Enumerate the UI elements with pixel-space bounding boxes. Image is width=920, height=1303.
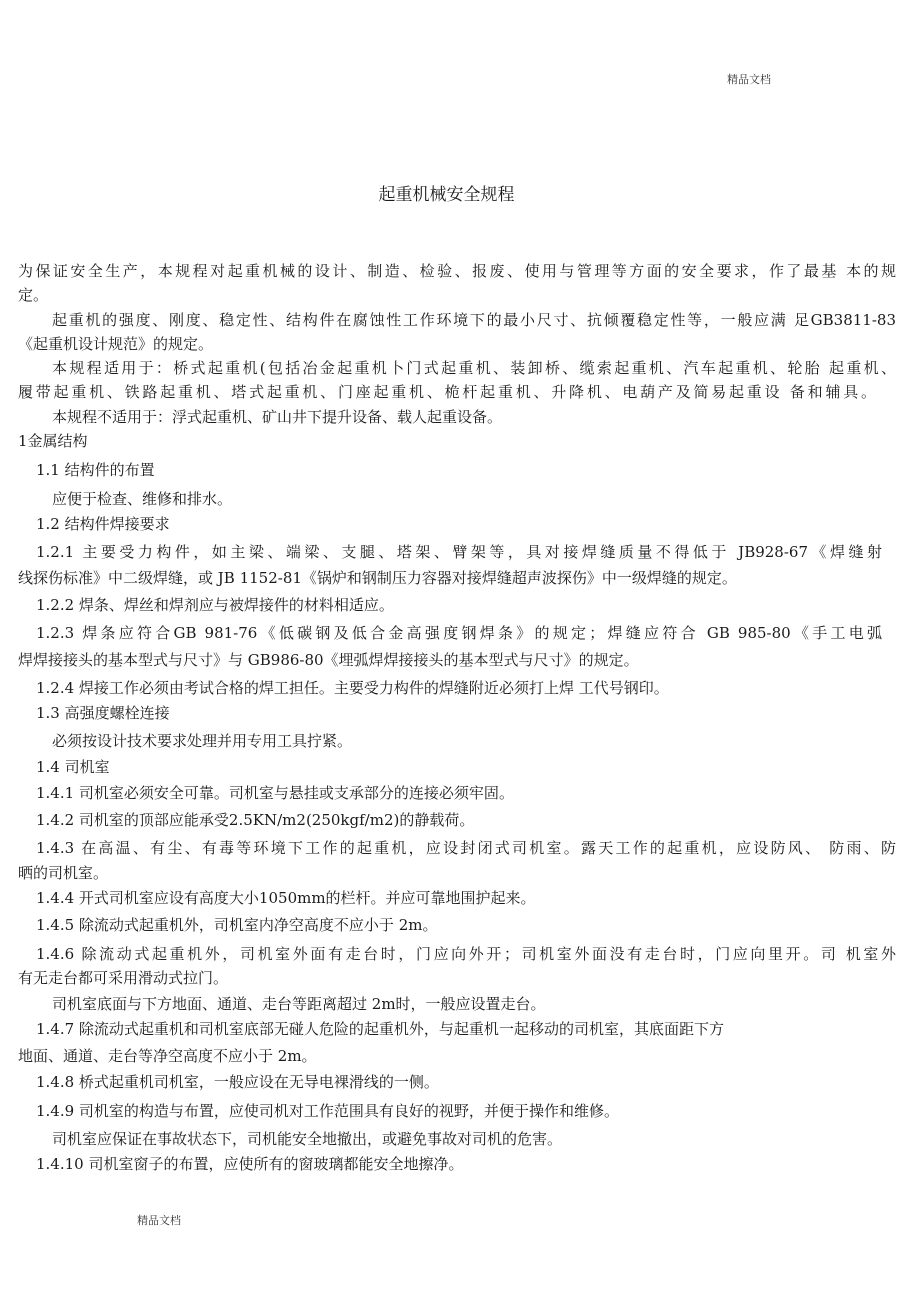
paragraph-line: 《起重机设计规范》的规定。 <box>18 335 214 353</box>
paragraph-line: 必须按设计技术要求处理并用专用工具拧紧。 <box>52 732 353 750</box>
paragraph-line: 应便于检查、维修和排水。 <box>52 490 233 508</box>
subsection-heading: 1.2 结构件焊接要求 <box>36 515 170 533</box>
paragraph-line: 起重机的强度、刚度、稳定性、结构件在腐蚀性工作环境下的最小尺寸、抗倾覆稳定性等，一般应满 足GB3811-83 <box>52 311 896 329</box>
clause-line: 晒的司机室。 <box>18 864 109 882</box>
clause-line: 1.4.6 除流动式起重机外，司机室外面有走台时，门应向外开；司机室外面没有走台时，门应向里开。司 机室外 <box>36 945 896 963</box>
clause-line: 1.4.3 在高温、有尘、有毒等环境下工作的起重机，应设封闭式司机室。露天工作的起重机，应设防风、 防雨、防 <box>36 839 896 857</box>
paragraph-line: 本规程适用于：桥式起重机(包括冶金起重机卜门式起重机、装卸桥、缆索起重机、汽车起重机、轮胎 起重机、 <box>52 359 896 377</box>
clause-line: 1.4.7 除流动式起重机和司机室底部无碰人危险的起重机外，与起重机一起移动的司机室，其底面距下方 <box>36 1020 724 1038</box>
page-header: 精品文档 <box>727 73 771 86</box>
clause-line: 线探伤标准》中二级焊缝，或 JB 1152-81《锅炉和钢制压力容器对接焊缝超声波探伤》中一级焊缝的规定。 <box>18 569 737 587</box>
clause-line: 1.4.9 司机室的构造与布置，应使司机对工作范围具有良好的视野，并便于操作和维修。 <box>36 1102 619 1120</box>
paragraph-line: 本规程不适用于：浮式起重机、矿山井下提升设备、载人起重设备。 <box>52 408 503 426</box>
clause-line: 1.2.3 焊条应符合GB 981-76《低碳钢及低合金高强度钢焊条》的规定；焊缝应符合 GB 985-80《手工电弧 <box>36 624 882 642</box>
clause-line: 1.2.4 焊接工作必须由考试合格的焊工担任。主要受力构件的焊缝附近必须打上焊 工代号钢印。 <box>36 679 669 697</box>
clause-line: 1.4.10 司机室窗子的布置，应使所有的窗玻璃都能安全地擦净。 <box>36 1155 464 1173</box>
document-title: 起重机械安全规程 <box>378 185 515 205</box>
section-heading: 1金属结构 <box>18 432 88 450</box>
paragraph-line: 司机室应保证在事故状态下，司机能安全地撤出，或避免事故对司机的危害。 <box>52 1130 563 1148</box>
subsection-heading: 1.3 高强度螺栓连接 <box>36 704 170 722</box>
clause-line: 1.4.5 除流动式起重机外，司机室内净空高度不应小于 2m。 <box>36 916 438 934</box>
subsection-heading: 1.1 结构件的布置 <box>36 461 155 479</box>
clause-line: 1.4.8 桥式起重机司机室，一般应设在无导电裸滑线的一侧。 <box>36 1073 439 1091</box>
clause-line: 焊焊接接头的基本型式与尺寸》与 GB986-80《埋弧焊焊接接头的基本型式与尺寸》的规定。 <box>18 651 639 669</box>
clause-line: 1.2.1 主要受力构件，如主梁、端梁、支腿、塔架、臂架等，具对接焊缝质量不得低于 JB928-67《焊缝射 <box>36 543 882 561</box>
paragraph-line: 履带起重机、铁路起重机、塔式起重机、门座起重机、桅杆起重机、升降机、电葫产及简易起重设 备和辅具。 <box>18 383 876 401</box>
paragraph-line: 司机室底面与下方地面、通道、走台等距离超过 2m时，一般应设置走台。 <box>52 995 546 1013</box>
intro-paragraph-line: 定。 <box>18 286 49 304</box>
page-footer: 精品文档 <box>137 1214 181 1227</box>
clause-line: 地面、通道、走台等净空高度不应小于 2m。 <box>18 1047 317 1065</box>
clause-line: 1.4.1 司机室必须安全可靠。司机室与悬挂或支承部分的连接必须牢固。 <box>36 784 514 802</box>
clause-line: 1.2.2 焊条、焊丝和焊剂应与被焊接件的材料相适应。 <box>36 596 394 614</box>
subsection-heading: 1.4 司机室 <box>36 758 110 776</box>
clause-line: 1.4.2 司机室的顶部应能承受2.5KN/m2(250kgf/m2)的静载荷。 <box>36 811 475 829</box>
clause-line: 有无走台都可采用滑动式拉门。 <box>18 969 229 987</box>
intro-paragraph-line: 为保证安全生产，本规程对起重机械的设计、制造、检验、报废、使用与管理等方面的安全要求，作了最基 本的规 <box>18 262 896 280</box>
clause-line: 1.4.4 开式司机室应设有高度大小1050mm的栏杆。并应可靠地围护起来。 <box>36 889 536 907</box>
